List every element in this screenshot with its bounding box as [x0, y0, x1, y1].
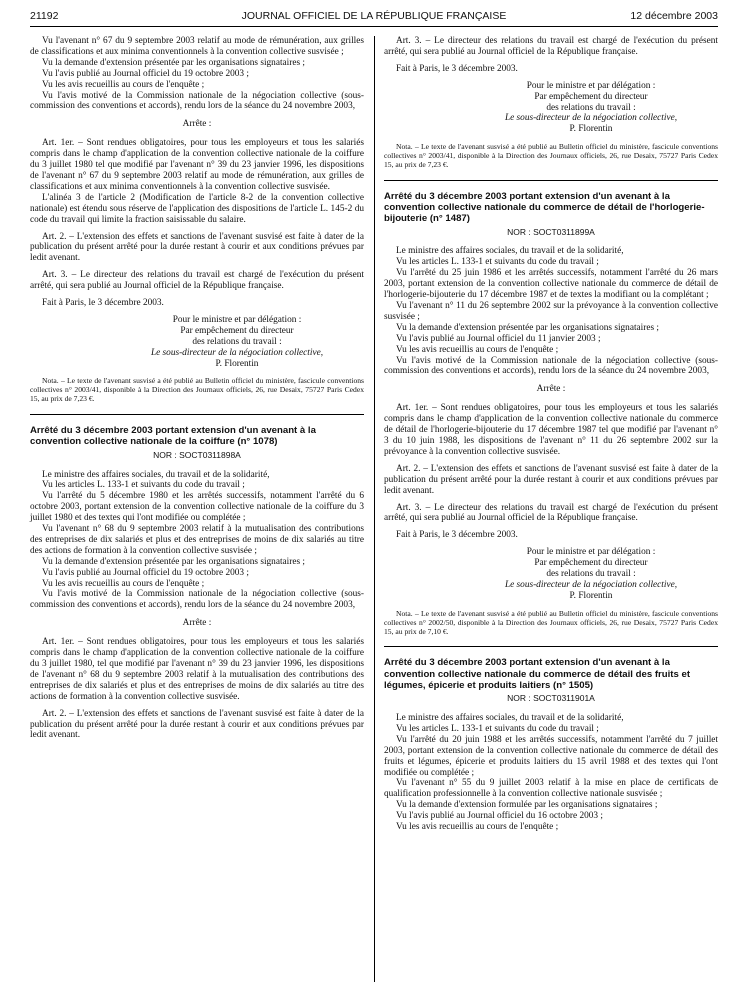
paragraph: Vu l'avis publié au Journal officiel du 19 octobre 2003 ; [42, 68, 249, 79]
signature-block [30, 315, 364, 370]
signing-place-date: Fait à Paris, le 3 décembre 2003. [396, 530, 518, 541]
paragraph: Vu les articles L. 133-1 et suivants du code du travail ; [396, 257, 599, 268]
paragraph: Vu l'arrêté du 20 juin 1988 et les arrêtés successifs, notamment l'arrêté du 7 juillet 2003, portant extension de la convention collective nationale du commerce de détail des fruits et légumes, épicerie et produits laitiers du 15 avril 1988 et des textes qui l'ont modifiée ou complétée ; [384, 734, 718, 778]
nor-reference: NOR : SOCT0311898A [153, 449, 241, 460]
signing-place-date: Fait à Paris, le 3 décembre 2003. [396, 63, 518, 74]
paragraph: Vu l'avis motivé de la Commission nationale de la négociation collective (sous-commission des conventions et accords), rendu lors de la séance du 24 novembre 2003, [30, 589, 364, 611]
arrete-heading: Arrête : [536, 384, 566, 395]
paragraph: Vu l'avis motivé de la Commission nationale de la négociation collective (sous-commission des conventions et accords), rendu lors de la séance du 24 novembre 2003, [384, 355, 718, 377]
nota-note: Nota. – Le texte de l'avenant susvisé a été publié au Bulletin officiel du ministère, fascicule conventions collectives n° 2003/41, disponible à la Direction des Journaux officiels, 26, rue Desaix, 75727 Paris Cedex 15, au prix de 7,23 €. [30, 376, 364, 404]
arrete-heading: Arrête : [182, 119, 212, 130]
signature-line: Par empêchement du directeur [180, 325, 294, 336]
paragraph: Le ministre des affaires sociales, du travail et de la solidarité, [396, 246, 624, 257]
signature-line: Pour le ministre et par délégation : [526, 547, 656, 558]
paragraph: Vu l'avenant n° 55 du 9 juillet 2003 relatif à la mise en place de certificats de qualification professionnelle à la convention collective nationale susvisée ; [384, 778, 718, 800]
right-column [384, 36, 718, 833]
paragraph: Vu l'avis publié au Journal officiel du 19 octobre 2003 ; [42, 567, 249, 578]
signature-line: des relations du travail : [546, 569, 636, 580]
nota-note: Nota. – Le texte de l'avenant susvisé a été publié au Bulletin officiel du ministère, fascicule conventions collectives n° 2002/50, disponible à la Direction des Journaux officiels, 26, rue Desaix, 75727 Paris Cedex 15, au prix de 7,10 €. [384, 608, 718, 636]
column-divider [374, 36, 375, 982]
paragraph: L'alinéa 3 de l'article 2 (Modification de l'article 8-2 de la convention collective nationale) est étendu sous réserve de l'application des dispositions de l'article L. 145-2 du code du travail qui limite la fraction saisissable du salaire. [30, 192, 364, 225]
decree-title: Arrêté du 3 décembre 2003 portant extension d'un avenant à la convention collective nationale du commerce de détail de l'horlogerie-bijouterie (n° 1487) [384, 190, 705, 225]
page-header [30, 10, 718, 26]
paragraph: Vu l'arrêté du 25 juin 1986 et les arrêtés successifs, notamment l'arrêté du 26 mars 2003, portant extension de la convention collective nationale du commerce de détail de l'horlogerie-bijouterie du 17 décembre 1987 et de textes la modifiant ou la complétant ; [384, 268, 718, 301]
decree-title: Arrêté du 3 décembre 2003 portant extension d'un avenant à la convention collective nationale du commerce de détail des fruits et légumes, épicerie et produits laitiers (n° 1505) [384, 657, 691, 691]
article: Art. 3. – Le directeur des relations du travail est chargé de l'exécution du présent arrêté, qui sera publié au Journal officiel de la République française. [384, 502, 718, 524]
paragraph: Vu l'avis motivé de la Commission nationale de la négociation collective (sous-commission des conventions et accords), rendu lors de la séance du 24 novembre 2003, [30, 90, 364, 112]
article: Art. 3. – Le directeur des relations du travail est chargé de l'exécution du présent arrêté, qui sera publié au Journal officiel de la République française. [30, 270, 364, 292]
left-column [30, 36, 364, 741]
decree-title: Arrêté du 3 décembre 2003 portant extension d'un avenant à la convention collective nationale de la coiffure (n° 1078) [30, 425, 316, 448]
signature-line: Pour le ministre et par délégation : [172, 314, 302, 325]
article: Art. 3. – Le directeur des relations du travail est chargé de l'exécution du présent arrêté, qui sera publié au Journal officiel de la République française. [384, 36, 718, 57]
paragraph: Vu les avis recueillis au cours de l'enquête ; [396, 344, 559, 355]
article: Art. 1er. – Sont rendues obligatoires, pour tous les employeurs et tous les salariés compris dans le champ d'application de la convention collective nationale du commerce de détail de l'horlogerie-bijouterie du 17 décembre 1987 tel que modifié par l'avenant n° 3 du 10 juin 1988, les dispositions de l'avenant n° 11 du 26 septembre 2002 sur la prévoyance à la convention collective susvisée. [384, 403, 718, 457]
signature-line: Par empêchement du directeur [534, 91, 648, 102]
paragraph: Vu l'avis publié au Journal officiel du 11 janvier 2003 ; [396, 333, 601, 344]
signature-block [384, 547, 718, 602]
signature-block [384, 81, 718, 136]
paragraph: Vu la demande d'extension présentée par les organisations signataires ; [42, 556, 305, 567]
page-number: 21192 [30, 10, 59, 22]
journal-title: JOURNAL OFFICIEL DE LA RÉPUBLIQUE FRANÇAISE [241, 10, 507, 22]
signature-line: Par empêchement du directeur [534, 558, 648, 569]
signature-line: Le sous-directeur de la négociation collective, [504, 579, 678, 590]
paragraph: Vu les avis recueillis au cours de l'enquête ; [396, 822, 559, 833]
paragraph: Le ministre des affaires sociales, du travail et de la solidarité, [396, 713, 624, 723]
paragraph: Vu la demande d'extension formulée par les organisations signataires ; [396, 800, 658, 811]
paragraph: Vu les avis recueillis au cours de l'enquête ; [42, 578, 205, 589]
paragraph: Vu les articles L. 133-1 et suivants du code du travail ; [42, 480, 245, 491]
paragraph: Vu l'arrêté du 5 décembre 1980 et les arrêtés successifs, notamment l'arrêté du 6 octobre 2003, portant extension de la convention collective nationale de la coiffure du 3 juillet 1980 et des textes qui l'ont modifiée ou complétée ; [30, 491, 364, 524]
signatory-name: P. Florentin [215, 358, 259, 369]
paragraph: Vu les avis recueillis au cours de l'enquête ; [42, 79, 205, 90]
arrete-heading: Arrête : [182, 618, 212, 629]
nota-note: Nota. – Le texte de l'avenant susvisé a été publié au Bulletin officiel du ministère, fascicule conventions collectives n° 2003/41, disponible à la Direction des Journaux officiels, 26, rue Desaix, 75727 Paris Cedex 15, au prix de 7,23 €. [384, 142, 718, 170]
signature-line: Le sous-directeur de la négociation collective, [150, 347, 324, 358]
signature-line: Pour le ministre et par délégation : [526, 80, 656, 91]
signing-place-date: Fait à Paris, le 3 décembre 2003. [42, 298, 164, 309]
article: Art. 2. – L'extension des effets et sanctions de l'avenant susvisé est faite à dater de la publication du présent arrêté pour la durée restant à courir et aux conditions prévues par ledit avenant. [30, 708, 364, 741]
paragraph: Vu l'avis publié au Journal officiel du 16 octobre 2003 ; [396, 811, 603, 822]
nor-reference: NOR : SOCT0311901A [507, 693, 595, 704]
article: Art. 2. – L'extension des effets et sanctions de l'avenant susvisé est faite à dater de la publication du présent arrêté pour la durée restant à courir et aux conditions prévues par ledit avenant. [30, 231, 364, 264]
nor-reference: NOR : SOCT0311899A [507, 226, 595, 237]
paragraph: Vu les articles L. 133-1 et suivants du code du travail ; [396, 723, 599, 734]
signatory-name: P. Florentin [569, 590, 613, 601]
issue-date: 12 décembre 2003 [630, 10, 718, 22]
article: Art. 1er. – Sont rendues obligatoires, pour tous les employeurs et tous les salariés compris dans le champ d'application de la convention collective nationale de la coiffure du 3 juillet 1980 tel que modifié par l'avenant n° 39 du 23 janvier 1996, les dispositions de l'avenant n° 67 du 9 septembre 2003 relatif au mode de rémunération, aux grilles de classifications et aux minima conventionnels à la convention collective susvisée. [30, 138, 364, 192]
paragraph: Vu l'avenant n° 11 du 26 septembre 2002 sur la prévoyance à la convention collective susvisée ; [384, 301, 718, 322]
paragraph: Vu la demande d'extension présentée par les organisations signataires ; [396, 322, 659, 333]
signature-line: des relations du travail : [546, 102, 636, 113]
signature-line: Le sous-directeur de la négociation collective, [504, 113, 678, 124]
article: Art. 1er. – Sont rendues obligatoires, pour tous les employeurs et tous les salariés compris dans le champ d'application de la convention collective nationale de la coiffure du 3 juillet 1980, tel que modifié par l'avenant n° 39 du 23 janvier 1996, les dispositions de l'avenant n° 68 du 9 septembre 2003 relatif à la mutualisation des contributions des entreprises de dix salariés et plus et des entreprises de moins de dix salariés au titre des actions de formation à la convention collective susvisée. [30, 637, 364, 702]
header-rule [30, 26, 718, 27]
paragraph: Vu la demande d'extension présentée par les organisations signataires ; [42, 57, 305, 68]
signature-line: des relations du travail : [192, 336, 282, 347]
article: Art. 2. – L'extension des effets et sanctions de l'avenant susvisé est faite à dater de la publication du présent arrêté pour la durée restant à courir et aux conditions prévues par ledit avenant. [384, 463, 718, 496]
paragraph: Vu l'avenant n° 68 du 9 septembre 2003 relatif à la mutualisation des contributions des entreprises de dix salariés et plus et des entreprises de moins de dix salariés au titre des actions de formation à la convention collective susvisée ; [30, 524, 364, 556]
paragraph: Vu l'avenant n° 67 du 9 septembre 2003 relatif au mode de rémunération, aux grilles de classifications et aux minima conventionnels à la convention collective susvisée ; [30, 36, 364, 57]
signatory-name: P. Florentin [569, 124, 613, 135]
paragraph: Le ministre des affaires sociales, du travail et de la solidarité, [42, 469, 270, 480]
